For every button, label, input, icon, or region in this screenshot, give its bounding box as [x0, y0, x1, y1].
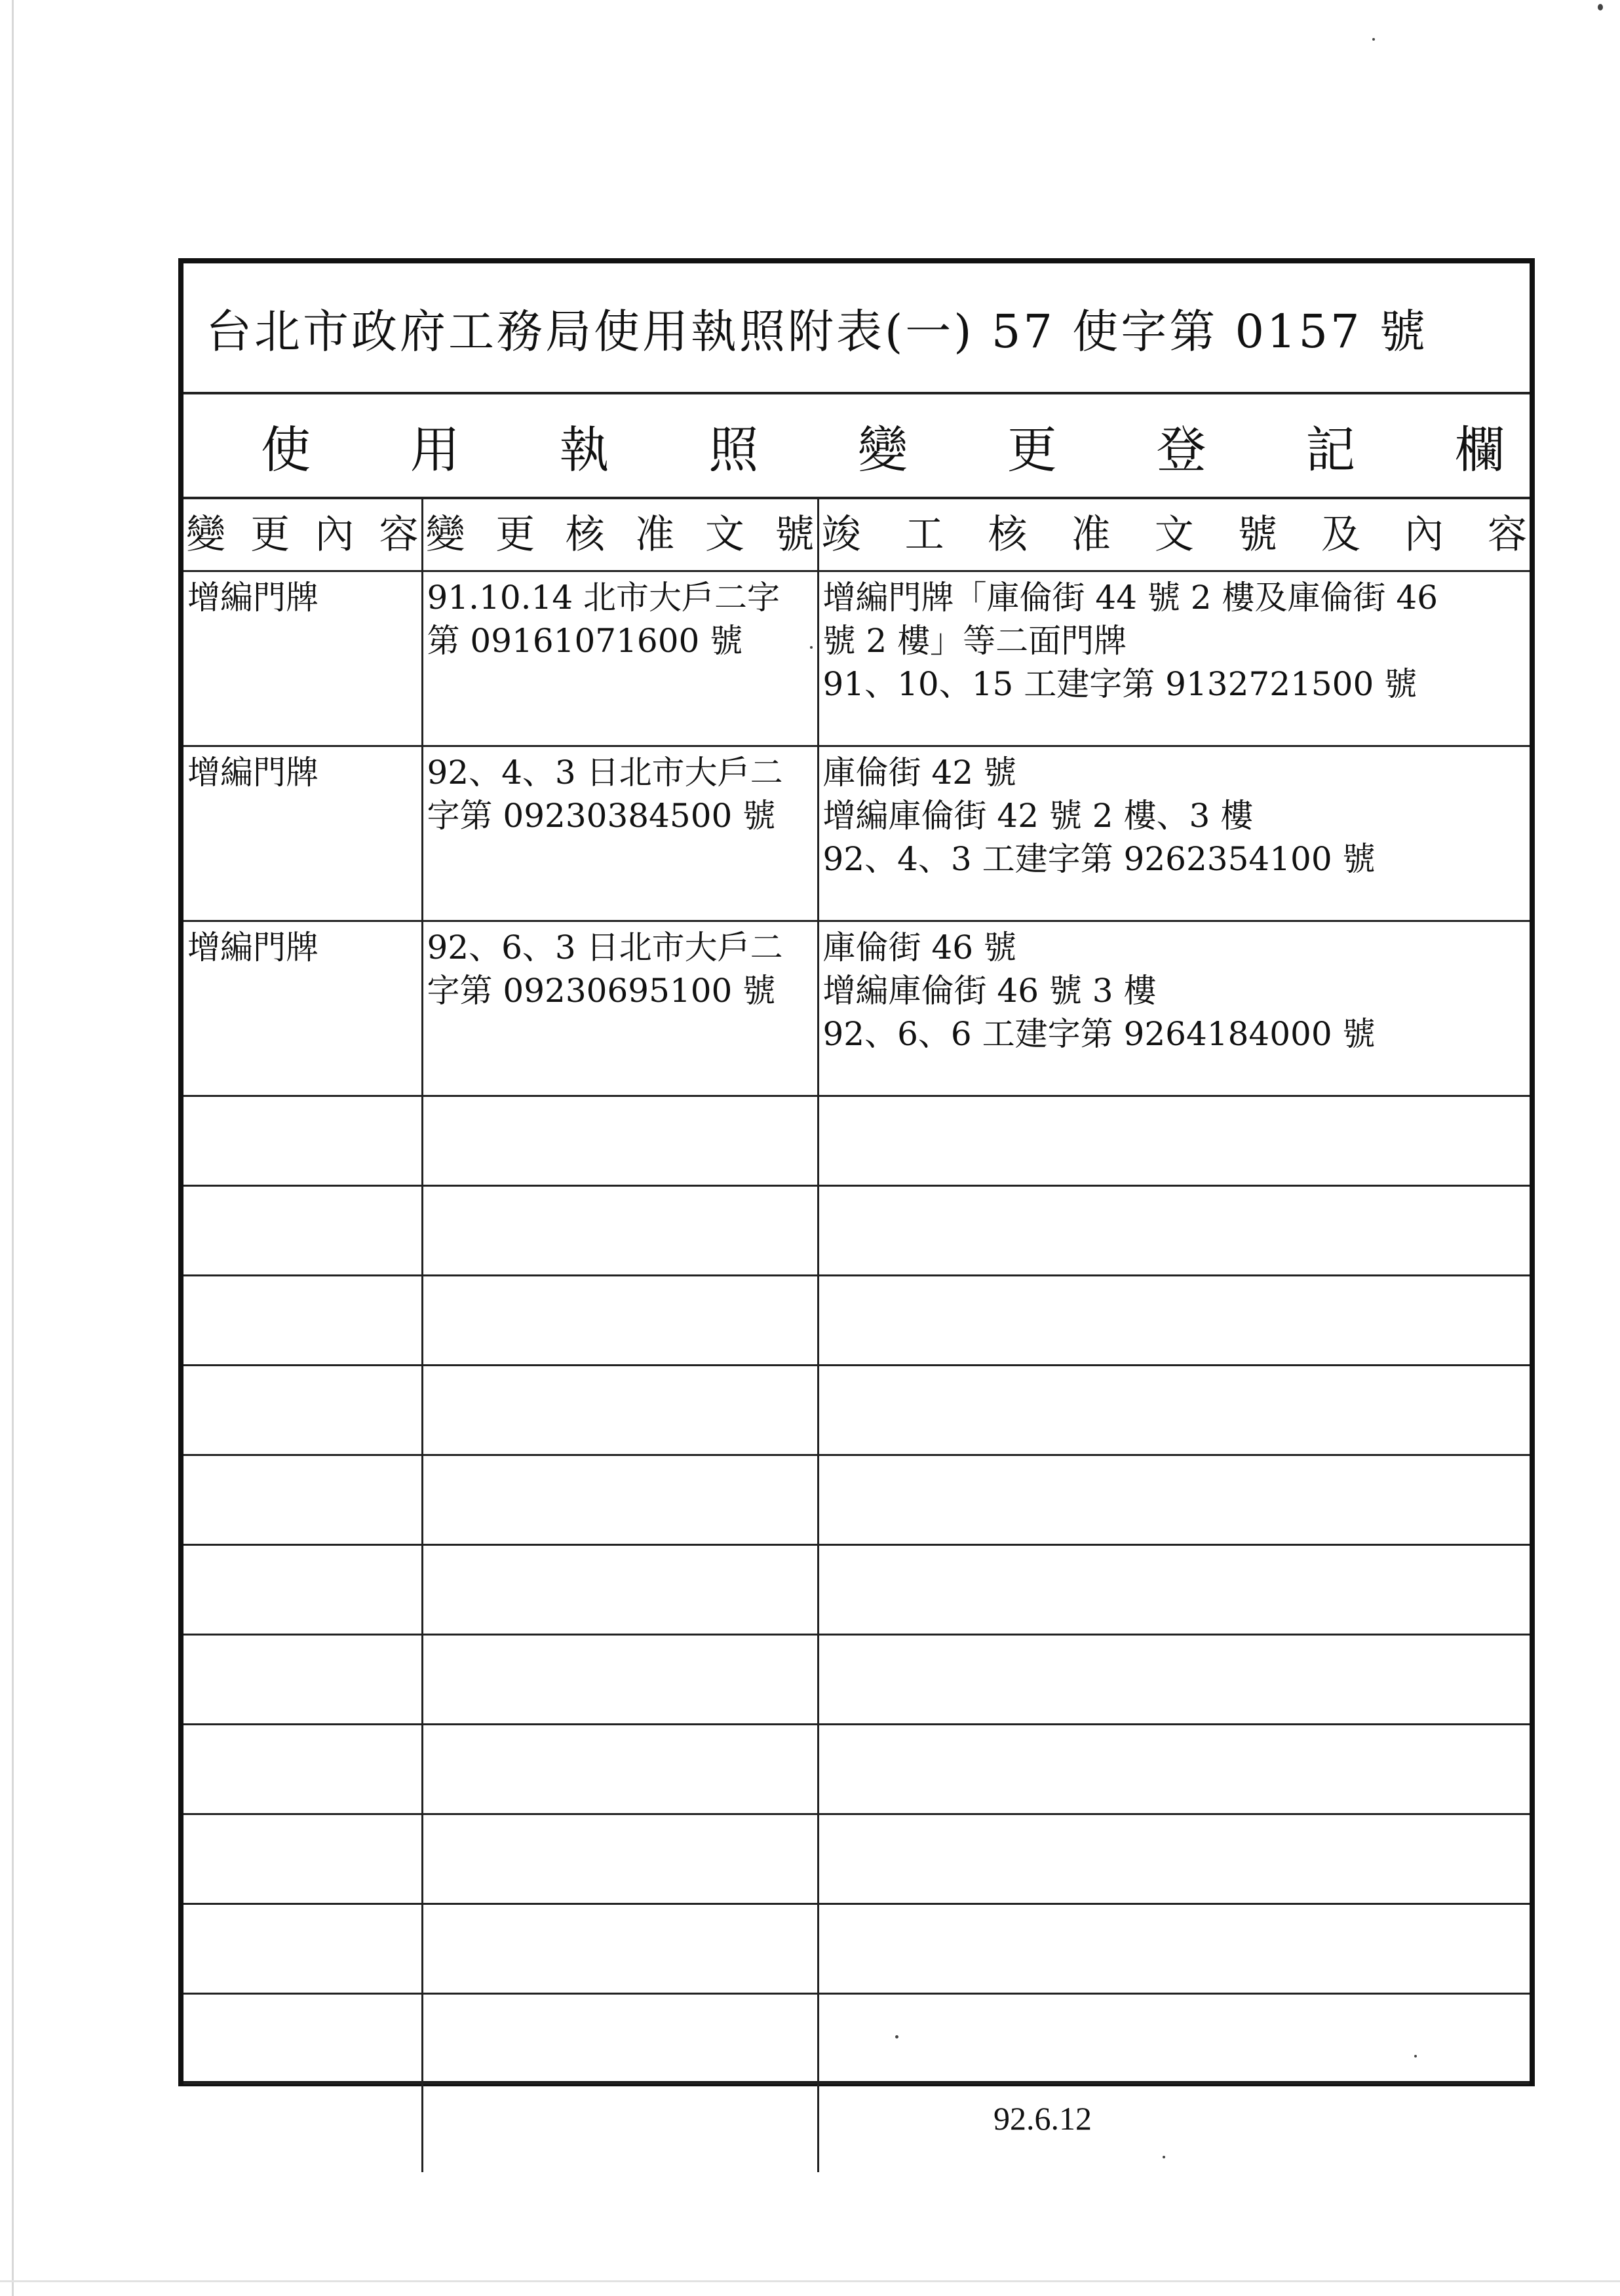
blank-row: [183, 1635, 1530, 1725]
scan-edge: [0, 2280, 1620, 2282]
banner-char: 記: [1305, 420, 1356, 479]
blank-row: [183, 2084, 1530, 2173]
scan-edge: [12, 0, 14, 2296]
blank-row: [183, 1545, 1530, 1635]
blank-row: [183, 1814, 1530, 1904]
section-banner: [183, 394, 1530, 499]
change-content-cell: 增編門牌: [183, 571, 422, 746]
blank-row: [183, 1904, 1530, 1994]
blank-row: [183, 1276, 1530, 1366]
table-row: [183, 571, 1530, 746]
banner-char: 照: [708, 420, 759, 479]
blank-row: [183, 1186, 1530, 1276]
banner-char: 用: [410, 420, 460, 479]
completion-cell: 增編門牌「庫倫街 44 號 2 樓及庫倫街 46 號 2 樓」等二面門牌 91、10、15 工建字第 9132721500 號: [818, 571, 1530, 746]
license-appendix-form: [178, 258, 1535, 2086]
scan-speck: [1598, 4, 1603, 10]
banner-char: 使: [261, 420, 311, 479]
banner-char: 變: [858, 420, 908, 479]
approval-number-cell: 91.10.14 北市大戶二字 第 09161071600 號: [422, 571, 818, 746]
change-content-cell: 增編門牌: [183, 921, 422, 1096]
approval-number-cell: 92、6、3 日北市大戶二 字第 09230695100 號: [422, 921, 818, 1096]
banner-char: 更: [1007, 420, 1057, 479]
banner-char: 執: [559, 420, 609, 479]
header-completion-approval: 竣 工 核 准 文 號 及 內 容: [818, 499, 1530, 571]
header-change-content: 變 更 內 容: [183, 499, 422, 571]
change-content-cell: 增編門牌: [183, 746, 422, 921]
form-title: 台北市政府工務局使用執照附表(一) 57 使字第 0157 號: [183, 263, 1530, 394]
scan-speck: [1372, 38, 1375, 41]
blank-row: [183, 1096, 1530, 1186]
blank-row: [183, 1366, 1530, 1455]
table-row: [183, 746, 1530, 921]
document-date: 92.6.12: [993, 2100, 1092, 2137]
table-header-row: [183, 499, 1530, 571]
table-row: [183, 921, 1530, 1096]
header-change-approval-number: 變 更 核 准 文 號: [422, 499, 818, 571]
completion-cell: 庫倫街 42 號 增編庫倫街 42 號 2 樓、3 樓 92、4、3 工建字第 9262354100 號: [818, 746, 1530, 921]
completion-cell: 庫倫街 46 號 增編庫倫街 46 號 3 樓 92、6、6 工建字第 9264184000 號: [818, 921, 1530, 1096]
banner-char: 登: [1156, 420, 1206, 479]
blank-row: [183, 1455, 1530, 1545]
change-register-table: [183, 499, 1530, 2172]
approval-number-cell: 92、4、3 日北市大戶二 字第 09230384500 號: [422, 746, 818, 921]
banner-char: 欄: [1455, 420, 1505, 479]
blank-row: [183, 1725, 1530, 1814]
blank-row: [183, 1994, 1530, 2084]
